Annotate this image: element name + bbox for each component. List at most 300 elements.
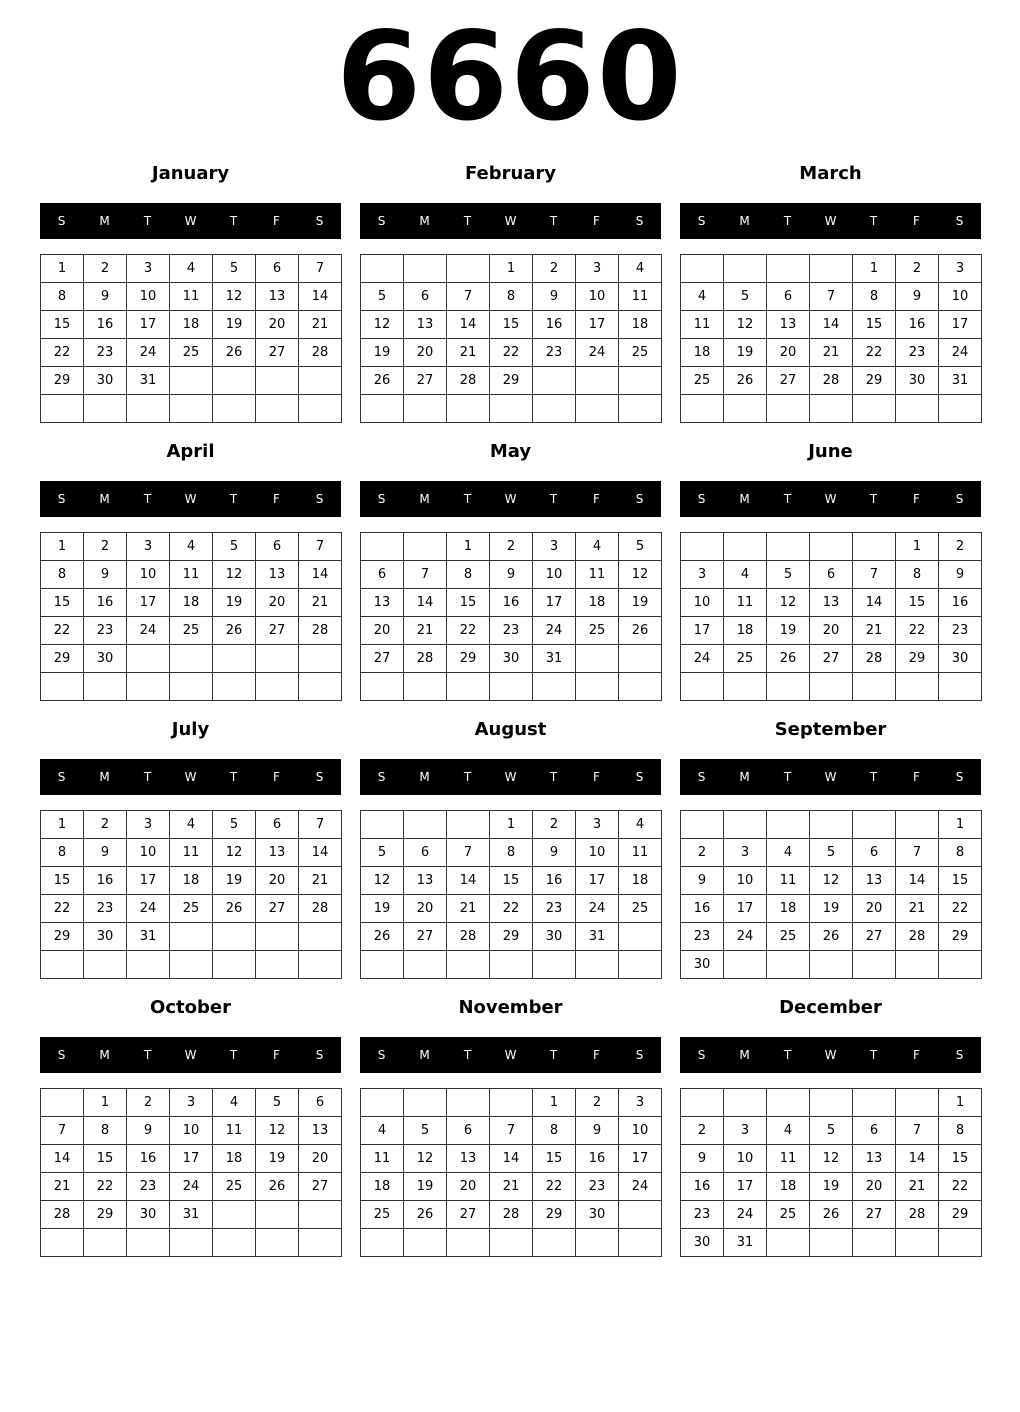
day-cell: 25: [213, 1173, 256, 1201]
day-cell: 4: [170, 811, 213, 839]
day-cell: 9: [127, 1117, 170, 1145]
day-cell: [939, 673, 982, 701]
day-grid: [40, 254, 342, 423]
day-cell: [299, 673, 342, 701]
day-cell: 26: [810, 923, 853, 951]
day-cell: 28: [404, 645, 447, 673]
week-row: [41, 1201, 342, 1229]
day-cell: [213, 395, 256, 423]
day-cell: [490, 951, 533, 979]
day-cell: 31: [939, 367, 982, 395]
day-cell: 24: [533, 617, 576, 645]
month-name: January: [151, 163, 230, 184]
day-cell: 23: [84, 339, 127, 367]
day-cell: [810, 1089, 853, 1117]
day-cell: 5: [213, 255, 256, 283]
weekday-label: T: [549, 1048, 558, 1062]
weekday-label: T: [869, 214, 878, 228]
day-cell: [447, 811, 490, 839]
week-row: [361, 311, 662, 339]
day-grid: [680, 1088, 982, 1257]
day-cell: [256, 1229, 299, 1257]
month-name: July: [171, 719, 210, 740]
week-row: [361, 839, 662, 867]
day-grid: [680, 810, 982, 979]
day-cell: [361, 395, 404, 423]
weekday-label: T: [143, 770, 152, 784]
day-cell: 12: [361, 867, 404, 895]
weekday-label: W: [504, 214, 517, 228]
week-row: [41, 395, 342, 423]
day-cell: 17: [576, 867, 619, 895]
day-cell: 14: [490, 1145, 533, 1173]
day-cell: [939, 395, 982, 423]
weekday-label: F: [273, 1048, 280, 1062]
day-cell: 21: [896, 1173, 939, 1201]
day-cell: 1: [853, 255, 896, 283]
day-cell: 8: [41, 839, 84, 867]
day-cell: 24: [576, 895, 619, 923]
day-cell: 21: [490, 1173, 533, 1201]
month-name: March: [799, 163, 862, 184]
day-cell: [170, 645, 213, 673]
day-cell: 12: [810, 1145, 853, 1173]
week-row: [361, 283, 662, 311]
day-cell: 14: [299, 283, 342, 311]
day-cell: [490, 395, 533, 423]
day-cell: 15: [41, 311, 84, 339]
weekday-label: T: [783, 1048, 792, 1062]
day-cell: 15: [533, 1145, 576, 1173]
day-cell: [619, 951, 662, 979]
day-cell: 17: [724, 1173, 767, 1201]
day-cell: [404, 533, 447, 561]
day-cell: 18: [619, 311, 662, 339]
day-cell: 15: [41, 589, 84, 617]
day-cell: 22: [41, 339, 84, 367]
day-cell: 5: [767, 561, 810, 589]
day-cell: 9: [681, 1145, 724, 1173]
month-name: October: [150, 997, 231, 1018]
day-cell: [619, 367, 662, 395]
day-cell: 21: [447, 895, 490, 923]
day-cell: 3: [724, 1117, 767, 1145]
day-cell: 23: [127, 1173, 170, 1201]
day-cell: 15: [490, 311, 533, 339]
day-cell: 4: [767, 839, 810, 867]
day-cell: 30: [576, 1201, 619, 1229]
day-cell: 27: [404, 923, 447, 951]
day-cell: [681, 255, 724, 283]
week-row: [361, 1117, 662, 1145]
week-row: [41, 617, 342, 645]
day-cell: 21: [853, 617, 896, 645]
weekday-label: W: [184, 492, 197, 506]
day-cell: 23: [576, 1173, 619, 1201]
day-cell: 19: [810, 1173, 853, 1201]
week-row: [681, 895, 982, 923]
day-cell: [127, 1229, 170, 1257]
weekday-label: M: [99, 1048, 110, 1062]
day-cell: 27: [256, 617, 299, 645]
day-cell: [447, 1089, 490, 1117]
day-cell: 11: [767, 867, 810, 895]
weekday-label: F: [593, 492, 600, 506]
weekday-label: W: [184, 214, 197, 228]
day-cell: 11: [619, 839, 662, 867]
week-row: [681, 645, 982, 673]
week-row: [41, 811, 342, 839]
day-cell: [896, 395, 939, 423]
day-cell: [41, 1089, 84, 1117]
day-cell: 27: [767, 367, 810, 395]
day-cell: 6: [299, 1089, 342, 1117]
day-cell: 7: [299, 811, 342, 839]
day-cell: 18: [767, 1173, 810, 1201]
day-cell: 2: [490, 533, 533, 561]
day-cell: 11: [361, 1145, 404, 1173]
week-row: [41, 895, 342, 923]
week-row: [361, 645, 662, 673]
day-cell: 29: [447, 645, 490, 673]
day-cell: 22: [41, 617, 84, 645]
day-cell: 11: [767, 1145, 810, 1173]
day-cell: [256, 951, 299, 979]
day-cell: 13: [256, 839, 299, 867]
day-cell: 13: [404, 867, 447, 895]
day-cell: [533, 673, 576, 701]
day-cell: [361, 1089, 404, 1117]
day-cell: [490, 1089, 533, 1117]
day-cell: 15: [490, 867, 533, 895]
day-cell: 22: [490, 895, 533, 923]
day-cell: 27: [810, 645, 853, 673]
weekday-label: F: [593, 1048, 600, 1062]
day-cell: 7: [41, 1117, 84, 1145]
week-row: [681, 533, 982, 561]
day-cell: 7: [404, 561, 447, 589]
day-cell: [619, 1201, 662, 1229]
weekday-label: T: [549, 770, 558, 784]
week-row: [41, 1117, 342, 1145]
weekday-label: S: [697, 770, 706, 784]
day-cell: 13: [853, 1145, 896, 1173]
weekday-label: S: [315, 1048, 324, 1062]
weekday-label: S: [315, 214, 324, 228]
day-cell: 7: [853, 561, 896, 589]
weekday-header: [360, 759, 661, 795]
day-cell: 21: [299, 867, 342, 895]
day-cell: 24: [724, 1201, 767, 1229]
day-cell: [576, 645, 619, 673]
day-cell: 1: [939, 811, 982, 839]
weekday-label: S: [635, 492, 644, 506]
weekday-header: [40, 1037, 341, 1073]
day-cell: 22: [853, 339, 896, 367]
weekday-label: S: [377, 1048, 386, 1062]
day-cell: [213, 367, 256, 395]
day-cell: 23: [84, 895, 127, 923]
day-cell: [681, 811, 724, 839]
day-cell: 19: [767, 617, 810, 645]
day-cell: 4: [724, 561, 767, 589]
weekday-label: F: [913, 492, 920, 506]
day-cell: [404, 1089, 447, 1117]
day-cell: 14: [896, 1145, 939, 1173]
weekday-label: S: [57, 1048, 66, 1062]
day-cell: 6: [853, 1117, 896, 1145]
year-title: 6660: [336, 6, 684, 148]
day-cell: [299, 645, 342, 673]
day-cell: 3: [939, 255, 982, 283]
day-cell: 3: [681, 561, 724, 589]
day-cell: 8: [939, 839, 982, 867]
day-cell: 10: [127, 839, 170, 867]
day-cell: 13: [810, 589, 853, 617]
day-cell: [724, 673, 767, 701]
day-cell: 4: [681, 283, 724, 311]
day-cell: 3: [533, 533, 576, 561]
day-cell: 29: [41, 645, 84, 673]
day-cell: 19: [724, 339, 767, 367]
weekday-label: M: [419, 770, 430, 784]
day-cell: [84, 951, 127, 979]
weekday-label: S: [57, 214, 66, 228]
day-cell: 4: [576, 533, 619, 561]
weekday-label: W: [824, 492, 837, 506]
weekday-label: T: [463, 214, 472, 228]
weekday-header: [360, 481, 661, 517]
day-cell: 10: [127, 561, 170, 589]
weekday-label: M: [739, 214, 750, 228]
day-cell: [213, 951, 256, 979]
day-cell: 1: [533, 1089, 576, 1117]
weekday-label: T: [143, 1048, 152, 1062]
day-cell: 7: [299, 255, 342, 283]
weekday-label: T: [463, 492, 472, 506]
day-cell: 23: [533, 895, 576, 923]
day-cell: [724, 533, 767, 561]
day-cell: 23: [84, 617, 127, 645]
day-cell: 10: [939, 283, 982, 311]
day-cell: [576, 395, 619, 423]
weekday-label: S: [955, 492, 964, 506]
day-cell: 8: [447, 561, 490, 589]
weekday-label: T: [463, 1048, 472, 1062]
day-cell: 8: [533, 1117, 576, 1145]
day-cell: 28: [447, 923, 490, 951]
weekday-header: [40, 759, 341, 795]
day-cell: 14: [299, 561, 342, 589]
weekday-label: M: [419, 214, 430, 228]
day-cell: 26: [724, 367, 767, 395]
week-row: [361, 1173, 662, 1201]
day-cell: 17: [619, 1145, 662, 1173]
day-cell: 19: [361, 895, 404, 923]
day-cell: 16: [939, 589, 982, 617]
day-grid: [40, 810, 342, 979]
day-cell: 20: [256, 311, 299, 339]
day-cell: 11: [170, 561, 213, 589]
day-cell: [127, 395, 170, 423]
week-row: [361, 589, 662, 617]
weekday-label: F: [273, 770, 280, 784]
day-cell: 25: [170, 895, 213, 923]
weekday-label: T: [463, 770, 472, 784]
day-cell: 11: [170, 283, 213, 311]
day-cell: 29: [939, 1201, 982, 1229]
day-cell: 17: [170, 1145, 213, 1173]
weekday-label: T: [143, 214, 152, 228]
week-row: [681, 339, 982, 367]
day-cell: 19: [213, 311, 256, 339]
week-row: [681, 367, 982, 395]
day-cell: 16: [84, 589, 127, 617]
day-cell: 9: [84, 283, 127, 311]
weekday-header: [360, 1037, 661, 1073]
weekday-label: M: [419, 492, 430, 506]
day-cell: 20: [299, 1145, 342, 1173]
day-cell: 28: [896, 1201, 939, 1229]
day-cell: 29: [896, 645, 939, 673]
weekday-label: F: [273, 214, 280, 228]
day-cell: 18: [361, 1173, 404, 1201]
day-grid: [680, 254, 982, 423]
day-cell: 20: [810, 617, 853, 645]
week-row: [41, 673, 342, 701]
week-row: [361, 339, 662, 367]
day-cell: 31: [724, 1229, 767, 1257]
day-cell: [853, 811, 896, 839]
day-cell: 30: [533, 923, 576, 951]
day-cell: 26: [810, 1201, 853, 1229]
week-row: [41, 367, 342, 395]
day-cell: 26: [213, 617, 256, 645]
day-cell: 8: [41, 283, 84, 311]
day-cell: 10: [576, 283, 619, 311]
month-name: April: [166, 441, 215, 462]
day-cell: 21: [404, 617, 447, 645]
day-cell: 19: [810, 895, 853, 923]
day-cell: 17: [127, 589, 170, 617]
day-cell: [810, 1229, 853, 1257]
week-row: [681, 1145, 982, 1173]
week-row: [681, 283, 982, 311]
day-cell: 22: [896, 617, 939, 645]
day-cell: 7: [490, 1117, 533, 1145]
day-cell: 4: [170, 255, 213, 283]
day-cell: [299, 1229, 342, 1257]
day-cell: 26: [213, 339, 256, 367]
day-cell: 27: [404, 367, 447, 395]
day-cell: 3: [170, 1089, 213, 1117]
day-cell: 28: [41, 1201, 84, 1229]
day-cell: [127, 673, 170, 701]
weekday-label: S: [57, 492, 66, 506]
day-cell: 19: [619, 589, 662, 617]
day-cell: [767, 255, 810, 283]
day-cell: 27: [299, 1173, 342, 1201]
day-cell: 5: [724, 283, 767, 311]
day-cell: [490, 1229, 533, 1257]
day-cell: [767, 1229, 810, 1257]
weekday-label: W: [824, 770, 837, 784]
week-row: [361, 1201, 662, 1229]
day-cell: 27: [853, 1201, 896, 1229]
week-row: [681, 255, 982, 283]
day-cell: 28: [447, 367, 490, 395]
day-cell: [447, 395, 490, 423]
day-cell: 25: [724, 645, 767, 673]
day-cell: [404, 255, 447, 283]
weekday-label: T: [549, 492, 558, 506]
day-cell: 24: [576, 339, 619, 367]
week-row: [41, 645, 342, 673]
day-cell: 26: [767, 645, 810, 673]
day-cell: [810, 811, 853, 839]
day-cell: 4: [170, 533, 213, 561]
day-cell: 16: [533, 311, 576, 339]
day-cell: 27: [853, 923, 896, 951]
day-grid: [360, 254, 662, 423]
week-row: [41, 1173, 342, 1201]
day-cell: 14: [404, 589, 447, 617]
day-cell: 9: [84, 839, 127, 867]
day-cell: [533, 367, 576, 395]
day-cell: [939, 1229, 982, 1257]
day-cell: 10: [681, 589, 724, 617]
day-cell: 24: [127, 339, 170, 367]
day-cell: 5: [361, 283, 404, 311]
week-row: [41, 589, 342, 617]
day-cell: [810, 533, 853, 561]
day-cell: 11: [170, 839, 213, 867]
day-cell: 7: [447, 283, 490, 311]
day-cell: [767, 533, 810, 561]
day-cell: 26: [361, 923, 404, 951]
day-cell: [361, 533, 404, 561]
day-cell: 3: [576, 255, 619, 283]
day-cell: 27: [361, 645, 404, 673]
week-row: [41, 311, 342, 339]
day-cell: 2: [533, 811, 576, 839]
day-cell: 2: [84, 255, 127, 283]
weekday-label: T: [869, 770, 878, 784]
weekday-label: M: [739, 1048, 750, 1062]
day-cell: 11: [681, 311, 724, 339]
day-cell: [853, 533, 896, 561]
month-name: November: [458, 997, 563, 1018]
week-row: [681, 311, 982, 339]
day-cell: 9: [681, 867, 724, 895]
day-cell: 14: [299, 839, 342, 867]
weekday-label: S: [697, 214, 706, 228]
day-cell: 12: [213, 283, 256, 311]
day-cell: [681, 533, 724, 561]
day-cell: 15: [939, 867, 982, 895]
week-row: [681, 395, 982, 423]
day-cell: 1: [896, 533, 939, 561]
weekday-label: W: [504, 770, 517, 784]
day-cell: [619, 645, 662, 673]
day-cell: 8: [939, 1117, 982, 1145]
day-cell: 12: [619, 561, 662, 589]
day-cell: 2: [681, 839, 724, 867]
day-cell: [299, 395, 342, 423]
weekday-header: [360, 203, 661, 239]
day-cell: [213, 645, 256, 673]
day-cell: 25: [170, 339, 213, 367]
